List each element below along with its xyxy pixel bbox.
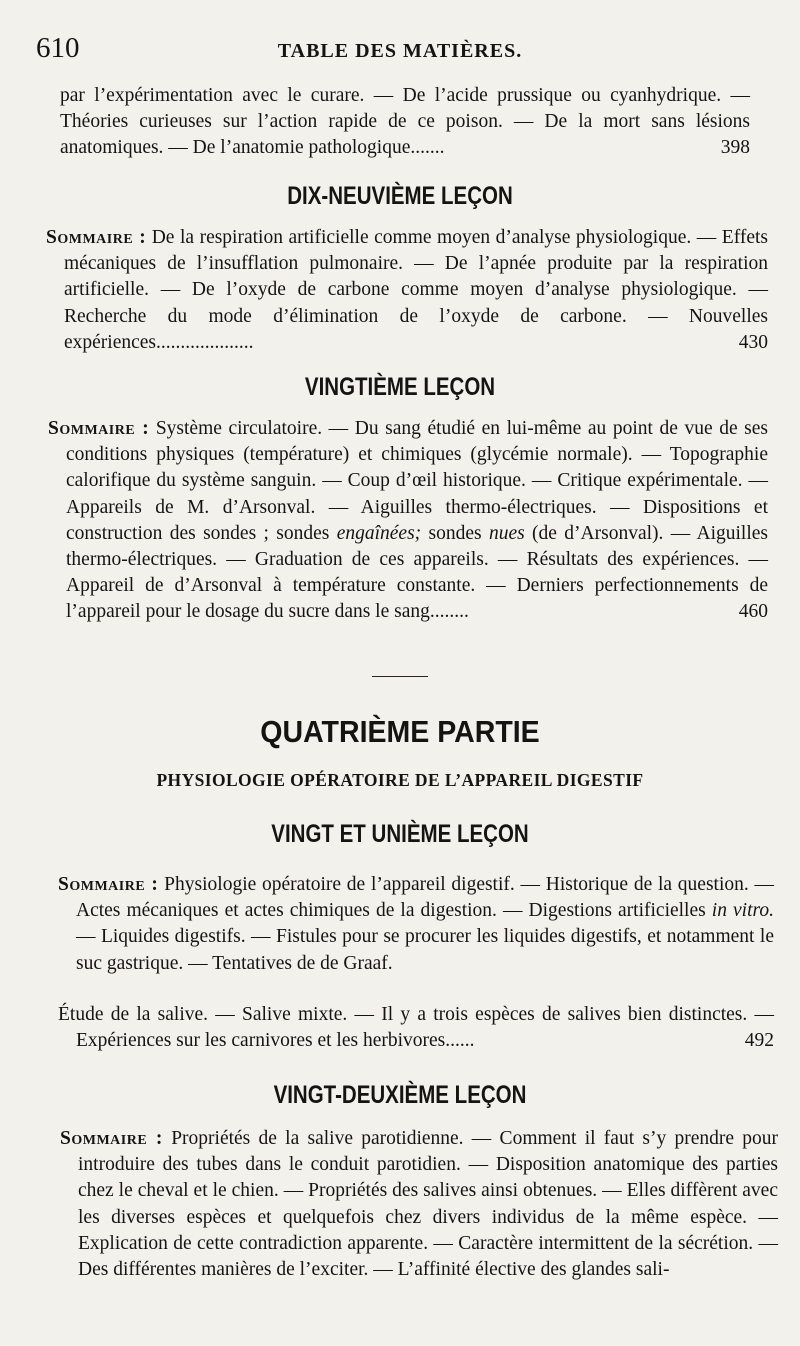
lecon-19-title: DIX-NEUVIÈME LEÇON	[287, 182, 513, 210]
lecon-21-summary	[58, 872, 774, 977]
lecon-20-page-ref: 460	[738, 601, 768, 623]
lecon-20-text-3: (de d’Arsonval). — Aiguilles thermo-électriques. — Graduation de ces appareils. — Résultats des expériences. — Appareil de d’Arsonval à température constante. — Derniers perfectionnements de l’appareil pour le dosage du sucre dans le sang........	[66, 522, 768, 623]
lecon-20-title: VINGTIÈME LEÇON	[304, 373, 496, 401]
lecon-19-label: Sommaire :	[46, 227, 147, 248]
lecon-19-page-ref: 430	[738, 331, 768, 353]
lecon-21-emphasis: in vitro.	[711, 900, 775, 922]
lecon-20-text-2: sondes	[428, 522, 482, 544]
part-4-title: QUATRIÈME PARTIE	[260, 714, 540, 749]
lecon-20-label: Sommaire :	[48, 418, 150, 439]
lecon-22-text: Propriétés de la salive parotidienne. — Comment il faut s’y prendre pour introduire des tubes dans le conduit parotidien. — Disposition anatomique des parties chez le cheval et le chien. — Propriétés des salives ainsi obtenues. — Elles diffèrent avec les diverses espèces et quelquefois chez divers individus de la même espèce. — Explication de cette contradiction apparente. — Caractère intermittent de la sécrétion. — Des différentes manières de l’exciter. — L’affinité élective des glandes sali-	[78, 1128, 779, 1281]
lecon-21-text-2: — Liquides digestifs. — Fistules pour se procurer les liquides digestifs, et notamment le suc gastrique. — Tentatives de de Graaf.	[76, 926, 774, 974]
part-4-subtitle: PHYSIOLOGIE OPÉRATOIRE DE L’APPAREIL DIGESTIF	[156, 770, 644, 790]
lecon-21-label: Sommaire :	[58, 874, 159, 895]
section-divider	[372, 676, 428, 677]
lecon-20-summary	[48, 416, 768, 626]
running-title: TABLE DES MATIÈRES.	[277, 40, 523, 62]
lecon-21-etude	[58, 1002, 774, 1054]
lecon-19-text: De la respiration artificielle comme moyen d’analyse physiologique. — Effets mécaniques de l’insufflation pulmonaire. — De l’apnée produite par la respiration artificielle. — De l’oxyde de carbone comme moyen d’analyse physiologique. — Recherche du mode d’élimination de l’oxyde de carbone. — Nouvelles expériences....................	[64, 227, 768, 353]
lecon-22-title: VINGT-DEUXIÈME LEÇON	[273, 1081, 527, 1109]
intro-page-ref: 398	[720, 137, 750, 159]
lecon-22-label: Sommaire :	[60, 1128, 163, 1149]
page-number: 610	[36, 32, 80, 64]
lecon-20-text-1: Système circulatoire. — Du sang étudié en lui-même au point de vue de ses conditions physiques (température) et chimiques (glycémie normale). — Topographie calorifique du système sanguin. — Coup d’œil historique. — Critique expérimentale. — Appareils de M. d’Arsonval. — Aiguilles thermo-électriques. — Dispositions et construction des sondes ; sondes	[66, 418, 769, 544]
lecon-21-etude-text: Étude de la salive. — Salive mixte. — Il y a trois espèces de salives bien distinctes. — Expériences sur les carnivores et les herbivores......	[58, 1004, 774, 1052]
page-header	[0, 30, 800, 70]
lecon-20-emphasis-2: nues	[488, 522, 525, 544]
lecon-21-page-ref: 492	[744, 1030, 774, 1052]
lecon-21-title: VINGT ET UNIÈME LEÇON	[271, 820, 529, 848]
intro-text: par l’expérimentation avec le curare. — De l’acide prussique ou cyanhydrique. — Théories curieuses sur l’action rapide de ce poison. — De la mort sans lésions anatomiques. — De l’anatomie pathologique.......	[60, 85, 750, 159]
intro-paragraph	[60, 83, 750, 162]
lecon-20-emphasis-1: engaînées;	[336, 522, 422, 544]
lecon-21-text-1: Physiologie opératoire de l’appareil digestif. — Historique de la question. — Actes mécaniques et actes chimiques de la digestion. — Digestions artificielles	[76, 874, 774, 922]
lecon-22-summary	[60, 1126, 778, 1283]
lecon-19-summary	[46, 225, 768, 356]
